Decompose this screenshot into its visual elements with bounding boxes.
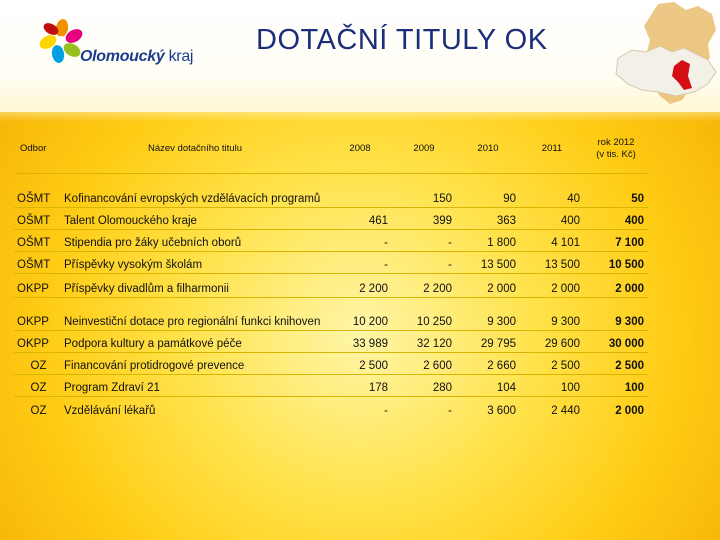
cell-odbor: OKPP (14, 331, 62, 353)
cell-2010: 3 600 (456, 397, 520, 419)
cell-2011: 40 (520, 174, 584, 208)
table-row (14, 375, 648, 397)
cell-2008: 10 200 (328, 298, 392, 331)
cell-2012: 9 300 (584, 298, 648, 331)
col-header-2009: 2009 (413, 143, 435, 154)
cell-name: Stipendia pro žáky učebních oborů (62, 230, 328, 252)
col-header-2012-line2: (v tis. Kč) (596, 148, 636, 160)
cell-name: Kofinancování evropských vzdělávacích programů (62, 174, 328, 208)
cell-2011: 2 440 (520, 397, 584, 419)
cell-2008: 2 200 (328, 274, 392, 298)
cell-2009: 32 120 (392, 331, 456, 353)
cell-name: Program Zdraví 21 (62, 375, 328, 397)
olomoucky-kraj-logo-icon (38, 18, 84, 68)
cell-2009: 2 600 (392, 353, 456, 375)
col-header-2012-line1: rok 2012 (597, 136, 635, 148)
cell-2010: 2 000 (456, 274, 520, 298)
cell-odbor: OZ (14, 353, 62, 375)
cell-2010: 363 (456, 208, 520, 230)
table-row (14, 174, 648, 208)
cell-odbor: OKPP (14, 274, 62, 298)
cell-2012: 50 (584, 174, 648, 208)
cell-2011: 2 000 (520, 274, 584, 298)
cell-2008: 2 500 (328, 353, 392, 375)
logo-text (80, 48, 193, 66)
table-row (14, 230, 648, 252)
table-row (14, 353, 648, 375)
cell-2010: 9 300 (456, 298, 520, 331)
cell-odbor: OKPP (14, 298, 62, 331)
cell-2012: 2 000 (584, 397, 648, 419)
cell-2012: 30 000 (584, 331, 648, 353)
cell-odbor: OŠMT (14, 230, 62, 252)
table-row (14, 397, 648, 419)
col-header-2011: 2011 (541, 143, 563, 154)
logo-suffix: kraj (168, 48, 194, 65)
cell-2008: - (328, 397, 392, 419)
cell-2010: 2 660 (456, 353, 520, 375)
cell-2008: - (328, 252, 392, 274)
cell-2011: 13 500 (520, 252, 584, 274)
cell-2008: 178 (328, 375, 392, 397)
cell-name: Vzdělávání lékařů (62, 397, 328, 419)
cell-name: Příspěvky divadlům a filharmonii (62, 274, 328, 298)
cell-2011: 400 (520, 208, 584, 230)
cell-odbor: OZ (14, 375, 62, 397)
cell-2012: 7 100 (584, 230, 648, 252)
cell-odbor: OŠMT (14, 174, 62, 208)
cell-name: Podpora kultury a památkové péče (62, 331, 328, 353)
cell-2012: 10 500 (584, 252, 648, 274)
cell-2010: 1 800 (456, 230, 520, 252)
cell-2011: 9 300 (520, 298, 584, 331)
page-title: DOTAČNÍ TITULY OK (256, 24, 548, 56)
table-row (14, 331, 648, 353)
cell-2012: 100 (584, 375, 648, 397)
cell-2011: 100 (520, 375, 584, 397)
table-header-row (14, 124, 648, 174)
col-header-name: Název dotačního titulu (147, 143, 242, 154)
cell-2009: - (392, 252, 456, 274)
cell-odbor: OŠMT (14, 208, 62, 230)
cell-2009: - (392, 397, 456, 419)
cell-odbor: OŠMT (14, 252, 62, 274)
col-header-2012 (584, 124, 648, 174)
cell-2010: 104 (456, 375, 520, 397)
cell-2010: 90 (456, 174, 520, 208)
cell-2009: 10 250 (392, 298, 456, 331)
table-row (14, 298, 648, 331)
cell-2010: 29 795 (456, 331, 520, 353)
czech-map-icon (612, 0, 720, 110)
cell-2011: 2 500 (520, 353, 584, 375)
cell-name: Příspěvky vysokým školám (62, 252, 328, 274)
cell-2012: 2 500 (584, 353, 648, 375)
cell-2012: 2 000 (584, 274, 648, 298)
subsidy-table (14, 124, 648, 419)
cell-2011: 29 600 (520, 331, 584, 353)
cell-2008: - (328, 230, 392, 252)
col-header-odbor: Odbor (20, 143, 47, 154)
table-row (14, 252, 648, 274)
cell-2009: 399 (392, 208, 456, 230)
table-row (14, 208, 648, 230)
cell-2009: 150 (392, 174, 456, 208)
cell-name: Neinvestiční dotace pro regionální funkci knihoven (62, 298, 328, 331)
cell-name: Financování protidrogové prevence (62, 353, 328, 375)
table-row (14, 274, 648, 298)
col-header-2010: 2010 (477, 143, 499, 154)
cell-odbor: OZ (14, 397, 62, 419)
cell-2012: 400 (584, 208, 648, 230)
cell-2010: 13 500 (456, 252, 520, 274)
cell-2011: 4 101 (520, 230, 584, 252)
logo-name: Olomoucký (80, 48, 165, 65)
cell-2009: 280 (392, 375, 456, 397)
col-header-2008: 2008 (349, 143, 371, 154)
cell-name: Talent Olomouckého kraje (62, 208, 328, 230)
cell-2009: - (392, 230, 456, 252)
cell-2008: 461 (328, 208, 392, 230)
cell-2009: 2 200 (392, 274, 456, 298)
cell-2008: 33 989 (328, 331, 392, 353)
cell-2008 (328, 174, 392, 208)
